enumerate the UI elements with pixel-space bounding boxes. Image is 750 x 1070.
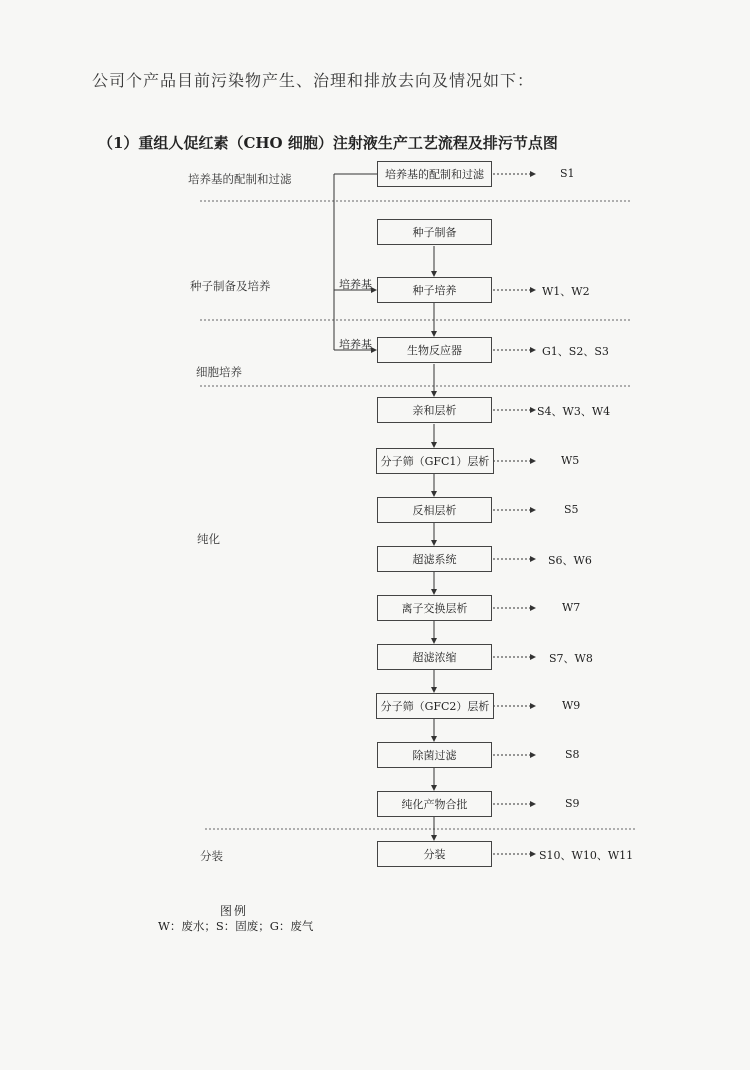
output-label-ion-exchange: W7 xyxy=(562,601,581,614)
output-label-reverse-phase: S5 xyxy=(564,503,579,516)
process-box-reverse-phase: 反相层析 xyxy=(377,497,492,523)
process-box-media: 培养基的配制和过滤 xyxy=(377,161,492,187)
process-box-affinity: 亲和层析 xyxy=(377,397,492,423)
feed-label-reactor: 培养基 xyxy=(339,338,372,351)
stage-label-cell: 细胞培养 xyxy=(196,365,242,379)
process-box-seed-culture: 种子培养 xyxy=(377,277,492,303)
stage-label-media: 培养基的配制和过滤 xyxy=(188,172,292,186)
output-label-bioreactor: G1、S2、S3 xyxy=(542,345,609,358)
output-label-media: S1 xyxy=(560,167,575,180)
process-box-bioreactor: 生物反应器 xyxy=(377,337,492,363)
process-box-seed-prep: 种子制备 xyxy=(377,219,492,245)
stage-label-seed: 种子制备及培养 xyxy=(190,279,271,293)
output-label-filling: S10、W10、W11 xyxy=(539,849,634,862)
feed-lines xyxy=(334,174,377,350)
output-label-concentration: S7、W8 xyxy=(549,652,593,665)
output-label-seed-culture: W1、W2 xyxy=(542,285,590,298)
process-box-sterile-filter: 除菌过滤 xyxy=(377,742,492,768)
process-box-gfc2: 分子筛（GFC2）层析 xyxy=(376,693,494,719)
section-title: （1）重组人促红素（CHO 细胞）注射液生产工艺流程及排污节点图 xyxy=(98,134,558,152)
output-label-batch: S9 xyxy=(565,797,580,810)
output-label-ultrafiltration: S6、W6 xyxy=(548,554,592,567)
process-box-batch: 纯化产物合批 xyxy=(377,791,492,817)
process-box-gfc1: 分子筛（GFC1）层析 xyxy=(376,448,494,474)
intro-text: 公司个产品目前污染物产生、治理和排放去向及情况如下： xyxy=(92,71,535,90)
process-box-concentration: 超滤浓缩 xyxy=(377,644,492,670)
legend-text: W：废水；S：固废；G：废气 xyxy=(158,919,314,933)
stage-label-purify: 纯化 xyxy=(197,532,220,546)
output-label-affinity: S4、W3、W4 xyxy=(537,405,611,418)
stage-label-fill: 分装 xyxy=(200,849,223,863)
output-label-gfc1: W5 xyxy=(561,454,580,467)
process-box-ultrafiltration: 超滤系统 xyxy=(377,546,492,572)
legend-title: 图例 xyxy=(220,904,249,918)
output-arrows xyxy=(493,174,535,854)
process-box-filling: 分装 xyxy=(377,841,492,867)
feed-label-seed: 培养基 xyxy=(339,278,372,291)
output-label-gfc2: W9 xyxy=(562,699,581,712)
process-box-ion-exchange: 离子交换层析 xyxy=(377,595,492,621)
output-label-sterile-filter: S8 xyxy=(565,748,580,761)
